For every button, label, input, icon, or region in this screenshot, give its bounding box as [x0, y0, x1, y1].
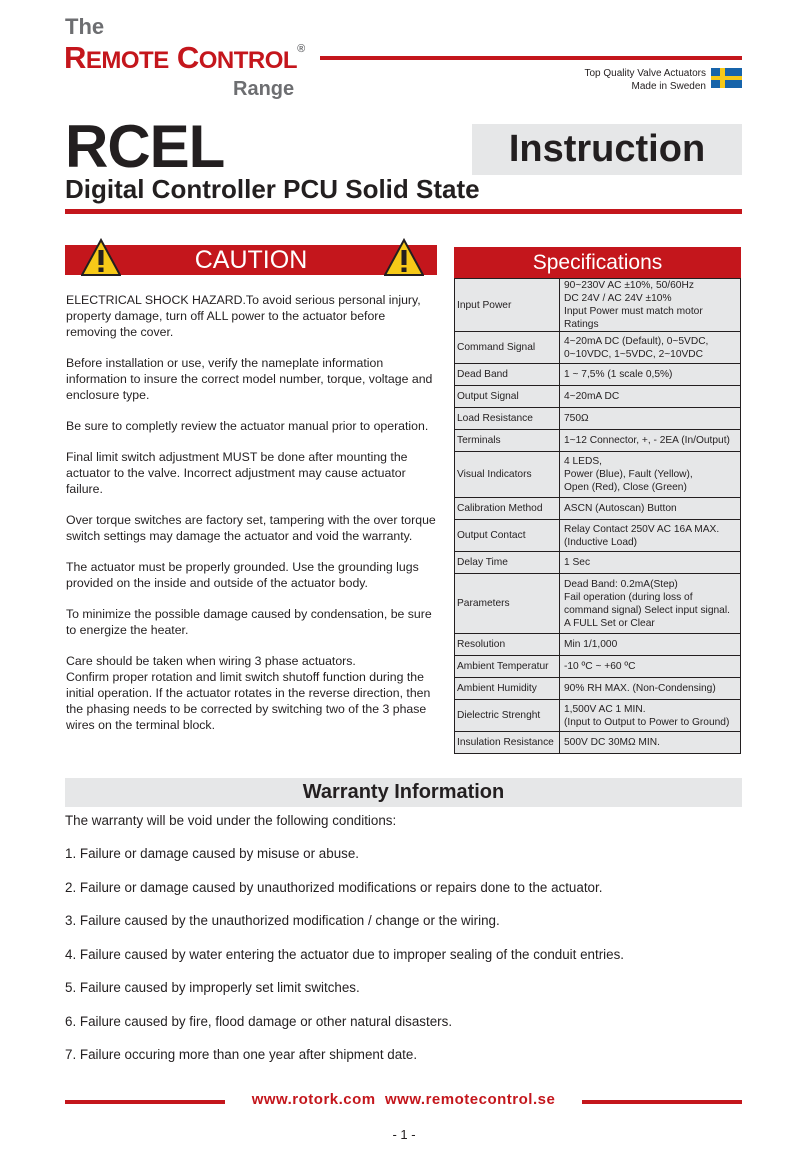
- list-item: 1. Failure or damage caused by misuse or abuse.: [65, 846, 360, 861]
- page-number: - 1 -: [392, 1127, 416, 1142]
- tagline: Top Quality Valve Actuators Made in Sweden: [584, 68, 706, 92]
- footer-websites[interactable]: www.rotork.com www.remotecontrol.se: [251, 1091, 556, 1108]
- logo-wordmark: REMOTE CONTROL®: [64, 40, 305, 75]
- caution-paragraph: To minimize the possible damage caused by condensation, be sure to energize the heater.: [66, 607, 432, 637]
- product-title: RCEL: [65, 113, 225, 180]
- specifications-table: [454, 278, 741, 754]
- header-rule: [320, 56, 742, 60]
- table-row: Dielectric Strenght 1,500V AC 1 MIN. (Input to Output to Power to Ground): [455, 700, 741, 732]
- list-item: 5. Failure caused by improperly set limit switches.: [65, 980, 360, 995]
- table-row: Terminals 1~12 Connector, +, - 2EA (In/Output): [455, 430, 741, 452]
- caution-paragraph: Care should be taken when wiring 3 phase actuators. Confirm proper rotation and limit switch shutoff function during the initial operation. If the actuator rotates in the reverse direction, then the phasing needs to be corrected by switching two of the 3 phase wires on the terminal block.: [66, 654, 431, 732]
- footer-rule-right: [582, 1100, 742, 1104]
- list-item: 7. Failure occuring more than one year after shipment date.: [65, 1047, 418, 1062]
- table-row: Load Resistance 750Ω: [455, 408, 741, 430]
- sweden-flag-icon: [711, 68, 742, 88]
- list-item: 3. Failure caused by the unauthorized modification / change or the wiring.: [65, 913, 500, 928]
- specifications-header: Specifications: [532, 251, 663, 274]
- table-row: Command Signal 4~20mA DC (Default), 0~5VDC, 0~10VDC, 1~5VDC, 2~10VDC: [455, 332, 741, 364]
- table-row: Insulation Resistance 500V DC 30MΩ MIN.: [455, 732, 741, 754]
- warning-icon: [81, 238, 121, 278]
- table-row: Delay Time 1 Sec: [455, 552, 741, 574]
- footer-rule-left: [65, 1100, 225, 1104]
- caution-paragraph: Over torque switches are factory set, tampering with the over torque switch settings may damage the actuator and void the warranty.: [66, 513, 436, 543]
- table-row: Ambient Humidity 90% RH MAX. (Non-Condensing): [455, 678, 741, 700]
- caution-header: CAUTION: [194, 246, 308, 274]
- caution-paragraph: ELECTRICAL SHOCK HAZARD.To avoid serious personal injury, property damage, turn off ALL power to the actuator before removing the cover.: [66, 293, 421, 339]
- table-row: Resolution Min 1/1,000: [455, 634, 741, 656]
- table-row: Parameters Dead Band: 0.2mA(Step) Fail operation (during loss of command signal) Select input signal. A FULL Set or Clear: [455, 574, 741, 634]
- list-item: 6. Failure caused by fire, flood damage or other natural disasters.: [65, 1013, 453, 1029]
- warranty-list: [65, 846, 624, 1081]
- table-row: Dead Band 1 ~ 7,5% (1 scale 0,5%): [455, 364, 741, 386]
- table-row: Calibration Method ASCN (Autoscan) Button: [455, 498, 741, 520]
- doc-type-label: Instruction: [508, 128, 706, 170]
- caution-paragraph: Before installation or use, verify the nameplate information information to insure the correct model number, torque, voltage and enclosure type.: [66, 356, 433, 402]
- title-rule: [65, 209, 742, 214]
- product-subtitle: Digital Controller PCU Solid State: [65, 174, 480, 204]
- table-row: Ambient Temperatur -10 ºC ~ +60 ºC: [455, 656, 741, 678]
- table-row: Output Contact Relay Contact 250V AC 16A MAX. (Inductive Load): [455, 520, 741, 552]
- caution-paragraph: Final limit switch adjustment MUST be done after mounting the actuator to the valve. Incorrect adjustment may cause actuator failure.: [66, 450, 408, 496]
- table-row: Output Signal 4~20mA DC: [455, 386, 741, 408]
- caution-paragraph: Be sure to completly review the actuator manual prior to operation.: [66, 419, 429, 433]
- warning-icon: [384, 238, 424, 278]
- warranty-intro: The warranty will be void under the following conditions:: [65, 813, 397, 828]
- table-row: Visual Indicators 4 LEDS, Power (Blue), Fault (Yellow), Open (Red), Close (Green): [455, 452, 741, 498]
- caution-body: [66, 292, 438, 748]
- list-item: 4. Failure caused by water entering the actuator due to improper sealing of the conduit entries.: [65, 946, 625, 962]
- warranty-title: Warranty Information: [302, 781, 505, 803]
- list-item: 2. Failure or damage caused by unauthorized modifications or repairs done to the actuator.: [65, 879, 603, 895]
- caution-paragraph: The actuator must be properly grounded. Use the grounding lugs provided on the inside and outside of the actuator body.: [66, 560, 419, 590]
- logo-range: Range: [233, 78, 295, 100]
- logo-the: The: [65, 14, 105, 39]
- table-row: Input Power 90~230V AC ±10%, 50/60Hz DC 24V / AC 24V ±10% Input Power must match motor Ratings: [455, 279, 741, 332]
